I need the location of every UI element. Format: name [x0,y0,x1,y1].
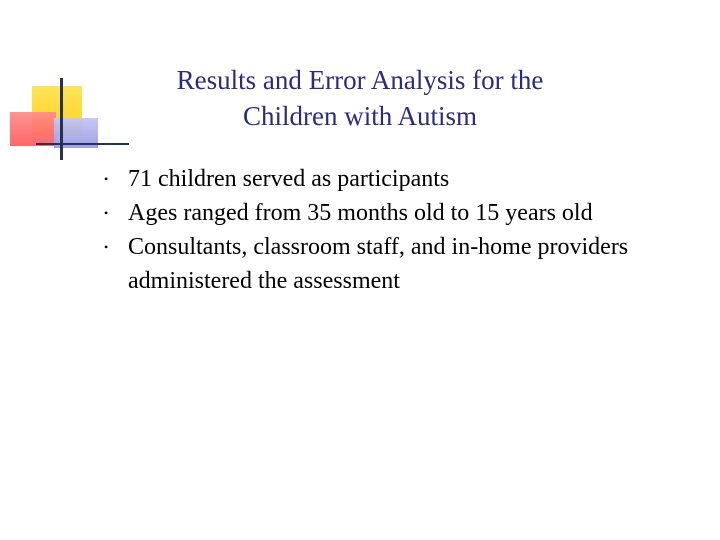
bullet-item [104,196,694,230]
bullet-list [104,162,694,298]
bullet-item [104,230,694,298]
bullet-icon: • [104,240,109,254]
bullet-icon: • [104,206,109,220]
slide-title-line-2: Children with Autism [242,101,477,131]
bullet-item [104,162,694,196]
slide-title-line-1: Results and Error Analysis for the [176,65,544,95]
bullet-text: 71 children served as participants [128,166,450,192]
bullet-text: Ages ranged from 35 months old to 15 years old [128,200,593,226]
bullet-icon: • [104,172,109,186]
decorative-horizontal-line [36,143,129,145]
decorative-vertical-line [60,78,63,160]
bullet-text: Consultants, classroom staff, and in-home providers administered the assessment [128,234,629,294]
slide-title [110,62,610,134]
decorative-red-square [10,112,56,146]
